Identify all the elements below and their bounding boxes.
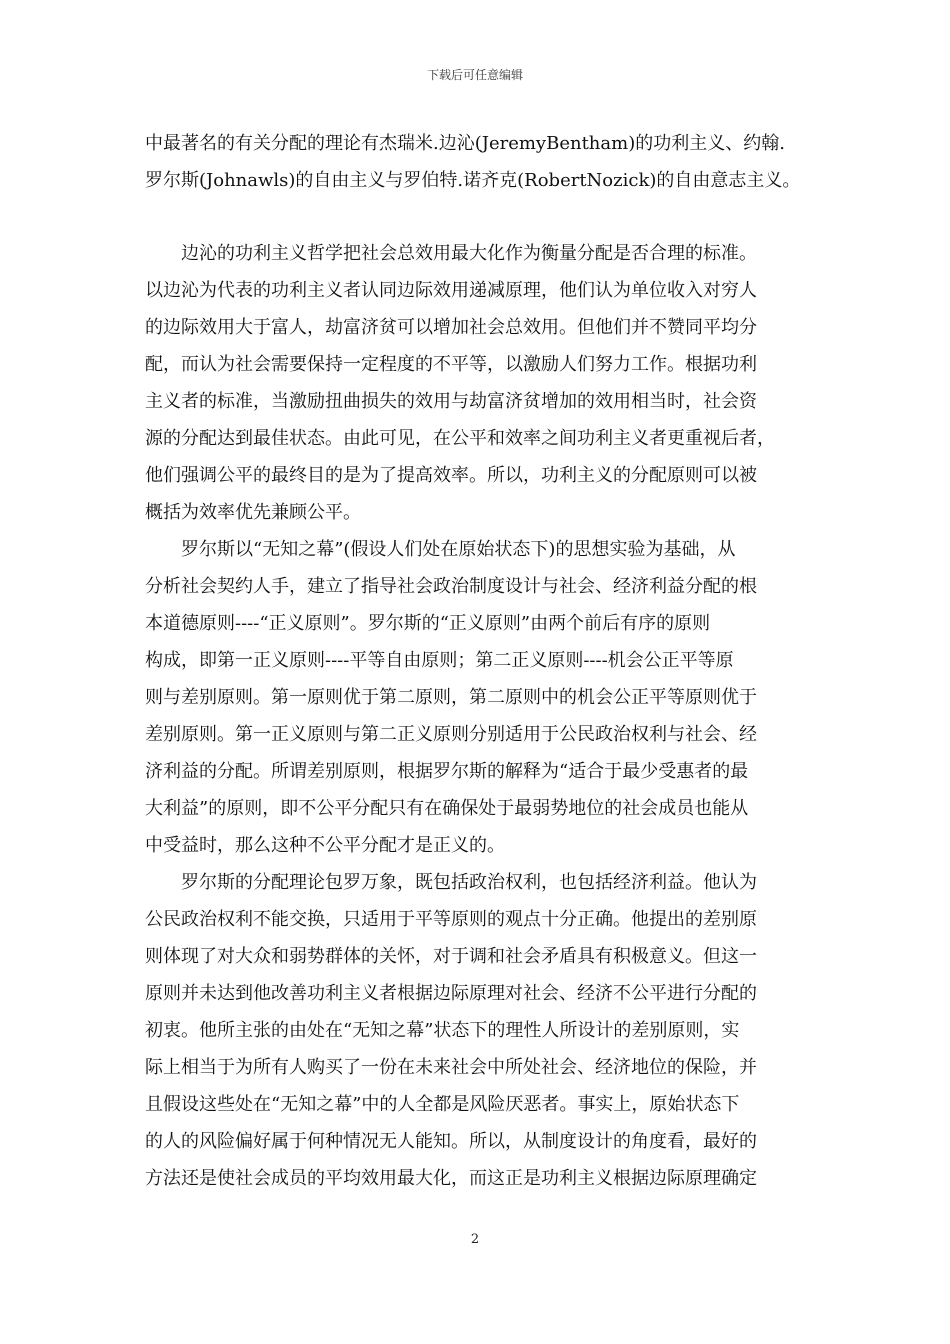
text-line: 则体现了对大众和弱势群体的关怀，对于调和社会矛盾具有积极意义。但这一 <box>145 946 757 967</box>
text-line: 罗尔斯(Johnawls)的自由主义与罗伯特.诺齐克(RobertNozick)的自由意志主义。 <box>145 170 801 191</box>
text-line: 则与差别原则。第一原则优于第二原则，第二原则中的机会公正平等原则优于 <box>145 687 757 708</box>
text-line: 本道德原则----“正义原则”。罗尔斯的“正义原则”由两个前后有序的原则 <box>145 613 711 634</box>
text-line: 的边际效用大于富人，劫富济贫可以增加社会总效用。但他们并不赞同平均分 <box>145 317 757 338</box>
text-line: 边沁的功利主义哲学把社会总效用最大化作为衡量分配是否合理的标准。 <box>145 243 757 264</box>
text-line: 构成，即第一正义原则----平等自由原则；第二正义原则----机会公正平等原 <box>145 650 734 671</box>
text-line: 概括为效率优先兼顾公平。 <box>145 502 361 523</box>
text-line: 中最著名的有关分配的理论有杰瑞米.边沁(JeremyBentham)的功利主义、约翰. <box>145 133 785 154</box>
text-line: 源的分配达到最佳状态。由此可见，在公平和效率之间功利主义者更重视后者， <box>145 428 775 449</box>
text-line: 以边沁为代表的功利主义者认同边际效用递减原理，他们认为单位收入对穷人 <box>145 280 757 301</box>
text-line: 方法还是使社会成员的平均效用最大化，而这正是功利主义根据边际原理确定 <box>145 1168 757 1189</box>
text-line: 大利益”的原则，即不公平分配只有在确保处于最弱势地位的社会成员也能从 <box>145 798 749 819</box>
text-line: 他们强调公平的最终目的是为了提高效率。所以，功利主义的分配原则可以被 <box>145 465 757 486</box>
text-line: 公民政治权利不能交换，只适用于平等原则的观点十分正确。他提出的差别原 <box>145 909 757 930</box>
page-header: 下载后可任意编辑 <box>426 68 523 82</box>
text-line: 差别原则。第一正义原则与第二正义原则分别适用于公民政治权利与社会、经 <box>145 724 757 745</box>
text-line: 罗尔斯的分配理论包罗万象，既包括政治权利，也包括经济利益。他认为 <box>145 872 757 893</box>
page-number: 2 <box>470 1232 480 1247</box>
text-line: 际上相当于为所有人购买了一份在未来社会中所处社会、经济地位的保险，并 <box>145 1057 757 1078</box>
text-line: 中受益时，那么这种不公平分配才是正义的。 <box>145 835 505 856</box>
text-line: 主义者的标准，当激励扭曲损失的效用与劫富济贫增加的效用相当时，社会资 <box>145 391 757 412</box>
text-line: 且假设这些处在“无知之幕”中的人全都是风险厌恶者。事实上，原始状态下 <box>145 1094 740 1115</box>
text-line: 配，而认为社会需要保持一定程度的不平等，以激励人们努力工作。根据功利 <box>145 354 757 375</box>
text-line: 罗尔斯以“无知之幕”(假设人们处在原始状态下)的思想实验为基础，从 <box>145 539 736 560</box>
text-line: 的人的风险偏好属于何种情况无人能知。所以，从制度设计的角度看，最好的 <box>145 1131 757 1152</box>
text-line: 济利益的分配。所谓差别原则，根据罗尔斯的解释为“适合于最少受惠者的最 <box>145 761 749 782</box>
text-line: 分析社会契约人手，建立了指导社会政治制度设计与社会、经济利益分配的根 <box>145 576 757 597</box>
text-line: 初衷。他所主张的由处在“无知之幕”状态下的理性人所设计的差别原则，实 <box>145 1020 740 1041</box>
text-line: 原则并未达到他改善功利主义者根据边际原理对社会、经济不公平进行分配的 <box>145 983 757 1004</box>
